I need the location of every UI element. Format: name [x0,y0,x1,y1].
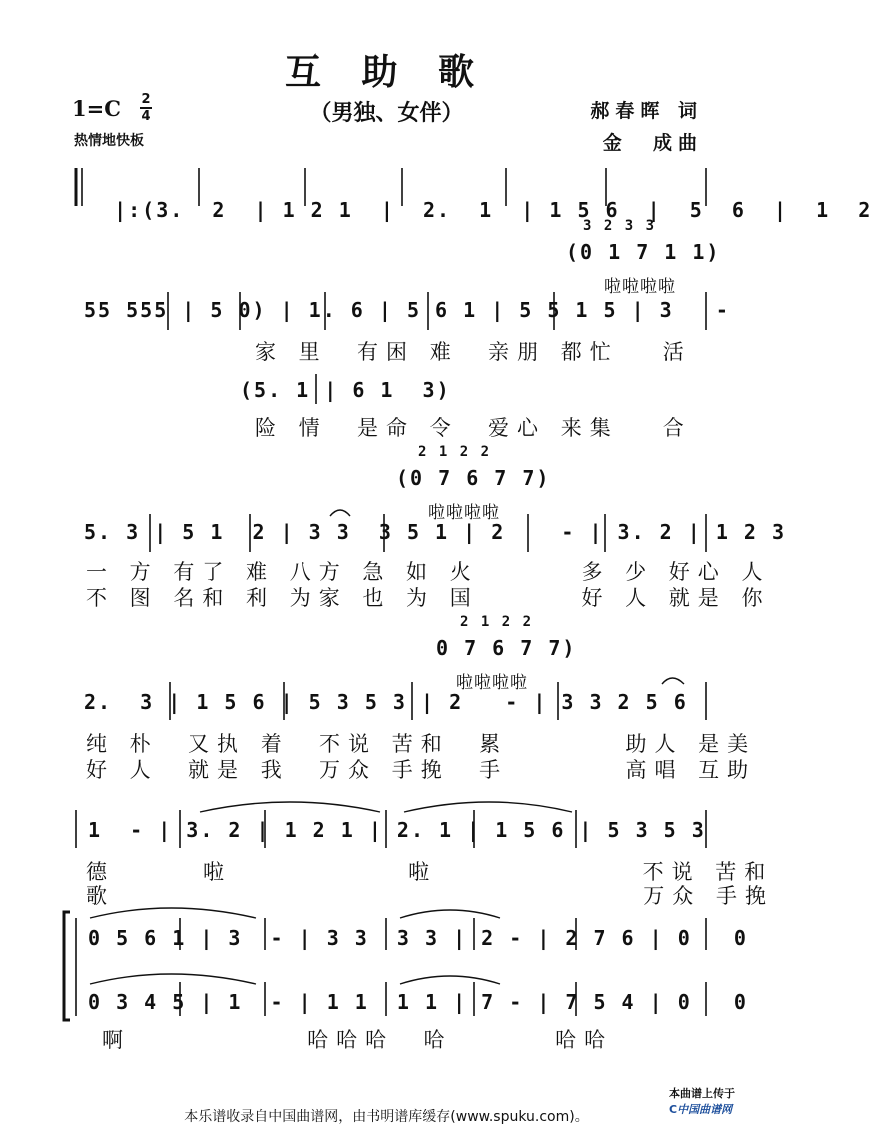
source-note: 本乐谱收录自中国曲谱网，由书明谱库缓存(www.spuku.com)。 [184,1109,589,1125]
upload-note: 本曲谱上传于 C中国曲谱网 [669,1087,735,1116]
score-line-2b: (5. 1 | 6 1 3) [240,378,451,402]
harmony-3: 0 7 6 7 7) [436,636,577,660]
key-signature: 1=C [72,96,121,121]
harmony-1-dots: 3 2 3 3 [583,218,657,234]
harmony-2-dots: 2 1 2 2 [418,444,492,460]
harmony-2: (0 7 6 7 7) [396,466,551,490]
lyric-line-2: 家 里 有困 难 亲朋 都忙 活 [255,340,692,364]
lyric-line-4b: 好 人 就是 我 万众 手挽 手 高唱 互助 [86,758,757,782]
lyric-line-3b: 不 图 名和 利 为家 也 为 国 好 人 就是 你 [86,586,771,610]
performance-note: （男独、女伴） [309,101,464,126]
score-line-1 [86,174,872,222]
tempo-marking: 热情地快板 [74,133,144,149]
site-logo: 中国曲谱网 [677,1103,733,1116]
lyric-line-2b: 险 情 是命 令 爱心 来集 合 [255,416,692,440]
lyric-line-5a: 德 啦 啦 不说 苦和 [86,860,774,884]
lyric-line-7: 啊 哈哈哈 哈 哈哈 [102,1028,614,1052]
harmony-3-dots: 2 1 2 2 [460,614,534,630]
harmony-1: (0 1 7 1 1) [566,240,721,264]
composer-credit: 金 成曲 [602,132,703,154]
notes-1: 3. 2 | 1 2 1 | 2. 1 | 1 5 6 | 5 6 | 1 2 [156,198,872,222]
score-line-2: 55 555 | 5 0) | 1. 6 | 5 6 1 | 5 5 1 5 | 3 - [84,298,730,322]
score-line-3: 5. 3 | 5 1 2 | 3 3 3 5 1 | 2 - | 3. 2 | 1 2 3 [84,520,787,544]
harmony-1-lyric: 啦啦啦啦 [604,277,676,297]
harmony-3-lyric: 啦啦啦啦 [456,673,528,693]
score-line-5: 1 - | 3. 2 | 1 2 1 | 2. 1 | 1 5 6 | 5 3 5 3 [88,818,706,842]
time-signature: 2 4 [141,92,151,124]
lyric-line-3a: 一 方 有了 难 八方 急 如 火 多 少 好心 人 [86,560,771,584]
repeat-start: |:( [114,198,157,222]
lyricist-credit: 郝春晖 词 [590,100,703,122]
lyric-line-4a: 纯 朴 又执 着 不说 苦和 累 助人 是美 [86,732,757,756]
harmony-2-lyric: 啦啦啦啦 [428,503,500,523]
score-line-4: 2. 3 | 1 5 6 | 5 3 5 3 | 2 - | 3 3 2 5 6 [84,690,688,714]
site-logo-icon: C [669,1103,678,1116]
lyric-line-5b: 歌 万众 手挽 [86,884,774,908]
song-title: 互 助 歌 [284,52,489,93]
score-line-7: 0 3 4 5 | 1 - | 1 1 1 1 | 7 - | 7 5 4 | 0 0 [88,990,748,1014]
score-line-6: 0 5 6 1 | 3 - | 3 3 3 3 | 2 - | 2 7 6 | 0 0 [88,926,748,950]
